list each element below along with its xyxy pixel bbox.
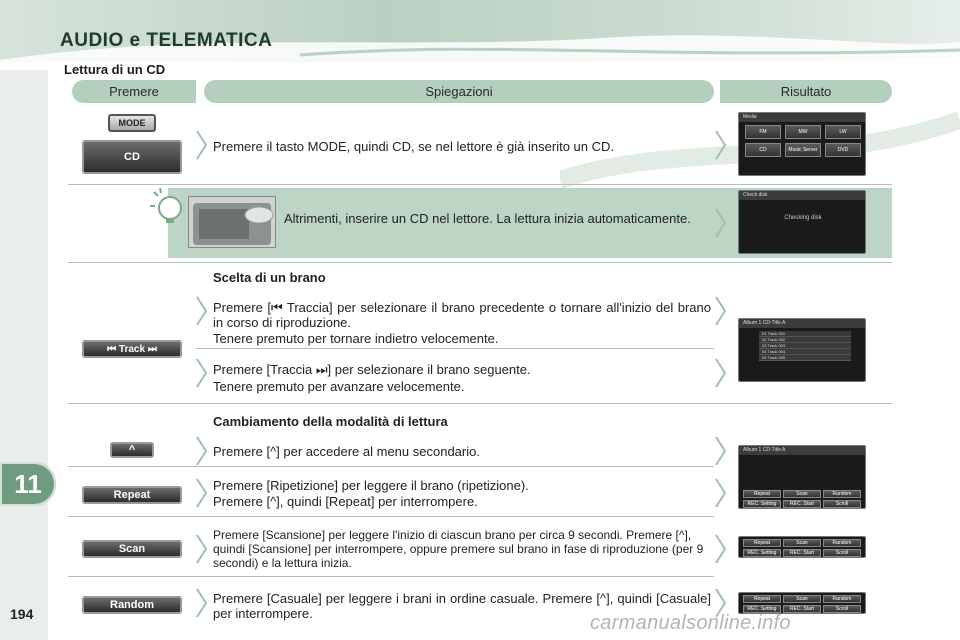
track-item: 04 Track 004 — [759, 349, 851, 355]
track-prev-instruction: Premere [⏮ Traccia] per selezionare il brano precedente o tornare all'inizio del brano in corso di riproduzione. — [213, 300, 711, 330]
screen-cell-cd: CD — [745, 143, 781, 157]
chevron-right-icon — [715, 296, 727, 326]
page-title: AUDIO e TELEMATICA — [60, 30, 273, 51]
divider — [68, 466, 714, 467]
screen-cell-repeat: Repeat — [743, 595, 781, 603]
divider — [68, 403, 892, 404]
mode-instruction: Premere il tasto MODE, quindi CD, se nel lettore è già inserito un CD. — [213, 139, 615, 154]
screen-cell-rec-setting: REC. Setting — [743, 500, 781, 508]
chevron-right-icon — [196, 534, 208, 564]
screen-cell-fm: FM — [745, 125, 781, 139]
track-next-instruction: Premere [Traccia ⏭] per selezionare il brano seguente. — [213, 362, 531, 377]
screen-cell-scan: Scan — [783, 539, 821, 547]
up-arrow-instruction: Premere [^] per accedere al menu secondario. — [213, 444, 480, 459]
cd-slot-illustration — [188, 196, 276, 248]
divider — [68, 184, 892, 185]
chevron-right-icon — [715, 208, 727, 238]
track-item: 05 Track 005 — [759, 355, 851, 361]
random-button[interactable]: Random — [82, 596, 182, 614]
lightbulb-icon — [146, 186, 186, 226]
chevron-right-icon — [715, 130, 727, 160]
chevron-right-icon — [196, 588, 208, 618]
chevron-right-icon — [196, 436, 208, 466]
chevron-right-icon — [715, 478, 727, 508]
track-list — [759, 331, 851, 361]
mode-change-heading: Cambiamento della modalità di lettura — [213, 414, 448, 429]
submenu-screen — [738, 445, 866, 509]
column-header-result: Risultato — [720, 80, 892, 103]
scan-menu-screen — [738, 536, 866, 558]
screen-cell-scroll: Scroll — [823, 500, 861, 508]
screen-cell-rec-setting: REC. Setting — [743, 549, 781, 557]
random-menu-screen — [738, 592, 866, 614]
screen-cell-dvd: DVD — [825, 143, 861, 157]
screen-cell-scroll: Scroll — [823, 605, 861, 613]
cd-button[interactable]: CD — [82, 140, 182, 174]
chevron-right-icon — [196, 296, 208, 326]
track-item: 03 Track 003 — [759, 343, 851, 349]
screen-cell-scan: Scan — [783, 595, 821, 603]
screen-cell-rec-setting: REC. Setting — [743, 605, 781, 613]
column-header-press: Premere — [72, 80, 196, 103]
divider — [68, 262, 892, 263]
chapter-tab: 11 — [0, 462, 56, 506]
screen-cell-rec-start: REC. Start — [783, 500, 821, 508]
track-heading: Scelta di un brano — [213, 270, 326, 285]
screen-cell-music-server: Music Server — [785, 143, 821, 157]
screen-cell-rec-start: REC. Start — [783, 605, 821, 613]
screen-cell-random: Random — [823, 539, 861, 547]
chevron-right-icon — [715, 534, 727, 564]
track-next-hold-instruction: Tenere premuto per avanzare velocemente. — [213, 379, 465, 394]
chevron-right-icon — [196, 130, 208, 160]
screen-cell-repeat: Repeat — [743, 490, 781, 498]
divider — [68, 516, 714, 517]
track-list-screen — [738, 318, 866, 382]
random-instruction: Premere [Casuale] per leggere i brani in ordine casuale. Premere [^], quindi [Casuale] per interrompere. — [213, 591, 711, 621]
chevron-right-icon — [715, 436, 727, 466]
track-button[interactable]: ⏮ Track ⏭ — [82, 340, 182, 358]
column-header-explanation: Spiegazioni — [204, 80, 714, 103]
screen-cell-repeat: Repeat — [743, 539, 781, 547]
screen-cell-scroll: Scroll — [823, 549, 861, 557]
screen-cell-random: Random — [823, 595, 861, 603]
screen-cell-rec-start: REC. Start — [783, 549, 821, 557]
watermark: carmanualsonline.info — [590, 612, 791, 634]
chevron-right-icon — [196, 478, 208, 508]
screen-title: Media — [739, 113, 865, 122]
insert-cd-instruction: Altrimenti, inserire un CD nel lettore. La lettura inizia automaticamente. — [284, 211, 691, 226]
screen-message: Checking disk — [784, 215, 822, 221]
chevron-right-icon — [715, 358, 727, 388]
media-screen — [738, 112, 866, 176]
repeat-instruction: Premere [Ripetizione] per leggere il brano (ripetizione). — [213, 478, 529, 493]
scan-instruction: Premere [Scansione] per leggere l'inizio di ciascun brano per circa 9 secondi. Premere [^], quindi [Scansione] per interrompere, oppure premere sul brano in fase di riproduzione (per 9 secondi) e la lettura inizia. — [213, 528, 704, 570]
screen-cell-mw: MW — [785, 125, 821, 139]
mode-button[interactable]: MODE — [108, 114, 156, 132]
track-prev-hold-instruction: Tenere premuto per tornare indietro velocemente. — [213, 331, 499, 346]
chevron-right-icon — [196, 358, 208, 388]
screen-title: Album 1 CD-Title A — [739, 319, 865, 328]
screen-cell-lw: LW — [825, 125, 861, 139]
screen-title: Check disk — [739, 191, 865, 200]
up-arrow-button[interactable]: ^ — [110, 442, 154, 458]
check-disk-screen — [738, 190, 866, 254]
track-item: 02 Track 002 — [759, 337, 851, 343]
screen-cell-scan: Scan — [783, 490, 821, 498]
section-title: Lettura di un CD — [64, 62, 166, 77]
divider — [196, 348, 714, 349]
screen-title: Album 1 CD-Title A — [739, 446, 865, 455]
screen-cell-random: Random — [823, 490, 861, 498]
scan-button[interactable]: Scan — [82, 540, 182, 558]
left-margin-band — [0, 0, 48, 640]
repeat-stop-instruction: Premere [^], quindi [Repeat] per interrompere. — [213, 494, 478, 509]
divider — [68, 576, 714, 577]
repeat-button[interactable]: Repeat — [82, 486, 182, 504]
page-number: 194 — [10, 606, 34, 622]
track-item: 01 Track 001 — [759, 331, 851, 337]
